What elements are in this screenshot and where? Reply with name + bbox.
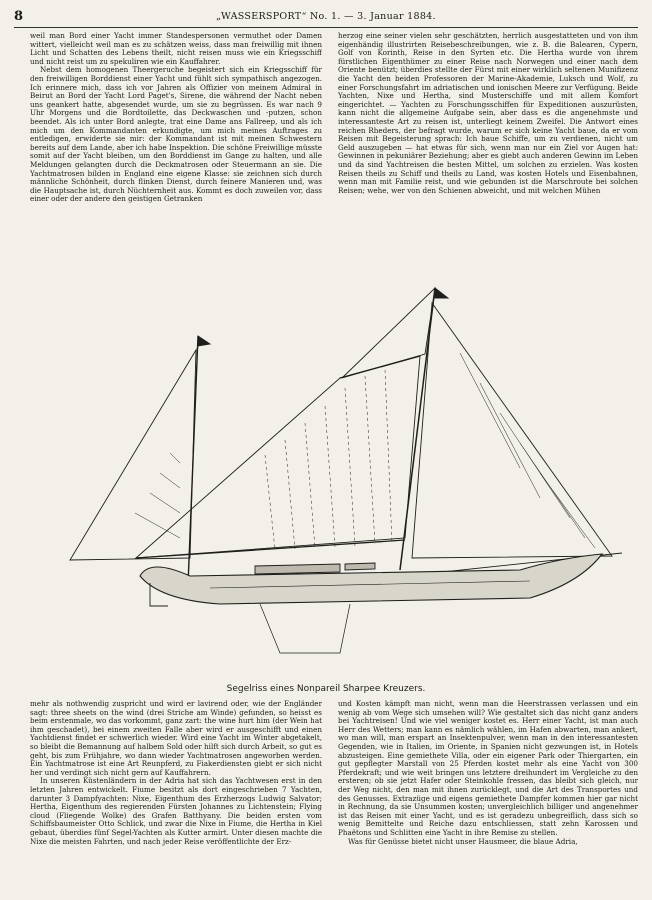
main-topsail: [342, 288, 435, 378]
page-header: [0, 9, 652, 27]
paragraph: herzog eine seiner vielen sehr geschätzten, herrlich ausgestatteten und von ihm eigenhändig illustrirten Reisebeschreibungen, wie z. B. die Balearen, Cypern, Golf von Korinth, Reise in den Syrten etc. Die Hertha wurde von ihrem fürstlichen Eigenthümer zu einer Reise nach Norwegen und einer nach dem Oriente benützt; überdies stellte der Fürst mit einer wirklich seltenen Munifizenz die Yacht den beiden Professoren der Marine-Akademie, Luksch und Wolf, zu einer Forschungsfahrt im adriatischen und ionischen Meere zur Verfügung. Beide Yachten, Nixe und Hertha, sind Musterschiffe und mit allem Komfort eingerichtet. — Yachten zu Forschungsschiffen für Expeditionen auszurüsten, kann nicht die allgemeine Aufgabe sein, aber dass es die angenehmste und interessanteste Art zu reisen ist, unterliegt keinem Zweifel. Die Antwort eines reichen Rheders, der befragt wurde, warum er sich keine Yacht baue, da er vom Reisen mit Begeisterung sprach: Ich baue Schiffe, um zu verdienen, nicht um Geld auszugeben — hat etwas für sich, wenn man nur ein Ziel vor Augen hat: Gewinnen in pekuniärer Beziehung; aber es giebt auch anderen Gewinn im Leben und da sind Yachtreisen die besten Mittel, um solchen zu erzielen. Was kosten Reisen theils zu Schiff und theils zu Land, was kosten Hotels und Eisenbahnen, wenn man mit Familie reist, und wie gebunden ist die Marschroute bei solchen Reisen; wehe, wer von den Schienen abweicht, und mit welchen Mühen: [338, 32, 638, 195]
header-rule: [14, 27, 638, 28]
hull: [140, 554, 602, 604]
mizzen-pennant: [198, 336, 210, 346]
main-pennant: [435, 288, 448, 298]
mainsail: [136, 356, 420, 558]
column-bottom-left: [30, 700, 322, 896]
main-boom: [136, 540, 405, 558]
running-title: „WASSERSPORT“ No. 1. — 3. Januar 1884.: [216, 11, 436, 22]
column-top-left: [30, 32, 322, 240]
mizzen-sail: [70, 350, 196, 560]
paragraph: In unseren Küstenländern in der Adria hat sich das Yachtwesen erst in den letzten Jahren entwickelt. Fiume besitzt als dort eingeschrieben 7 Yachten, darunter 3 Dampfyachten: Nixe, Eigenthum des Erzherzogs Ludwig Salvator; Hertha, Eigenthum des regierenden Fürsten Johannes zu Lichtenstein; Flying cloud (Fliegende Wolke) des Grafen Batthyany. Die beiden ersten vom Schiffsbaumeister Otto Schlick, und zwar die Nixe in Fiume, die Hertha in Kiel gebaut, überdies fünf Segel-Yachten als Kutter armirt. Unter diesen machte die Nixe die meisten Fahrten, und nach jeder Reise veröffentlichte der Erz-: [30, 776, 322, 846]
illustration-caption: Segelriss eines Nonpareil Sharpee Kreuzers.: [226, 684, 426, 694]
centreboard: [260, 604, 350, 653]
deck-house: [255, 564, 340, 574]
paragraph: mehr als nothwendig zuspricht und wird er lavirend oder, wie der Engländer sagt: three sheets on the wind (drei Striche am Winde) gefunden, so heisst es beim erstenmale, wo das vorkommt, ganz zart: the wine hurt him (der Wein hat ihm geschadet), bei einem zweiten Falle aber wird er ausgeschifft und einen Yachtdienst findet er schwerlich wieder. Wird eine Yacht im Winter abgetakelt, so bleibt die Bemannung auf halbem Sold oder hilft sich durch Arbeit, so gut es geht, bis zum Frühjahre, wo dann wieder Yachtmatrosen angeworben werden. Ein Yachtmatrose ist eine Art Reunpferd, zu Fiakerdiensten giebt er sich nicht her und verdingt sich nicht gern auf Kauffahrern.: [30, 700, 322, 777]
paragraph: Was für Genüsse bietet nicht unser Hausmeer, die blaue Adria,: [348, 836, 578, 846]
column-bottom-right: [338, 700, 638, 896]
paragraph: weil man Bord einer Yacht immer Standespersonen vermuthet oder Damen wittert, vielleicht weil man es zu schätzen weiss, dass man freiwillig mit ihnen Licht und Schatten des Lebens theilt, nicht reisen muss wie ein Kriegsschiff und nicht reist um zu spekuliren wie ein Kauffahrer.: [30, 32, 322, 66]
column-top-right: [338, 32, 638, 259]
page-number: 8: [14, 9, 24, 24]
paragraph: und Kosten kämpft man nicht, wenn man die Heerstrassen verlassen und ein wenig ab vom Wege sich umsehen will? Wie gestaltet sich das nicht ganz anders bei Yachtreisen! Und wie viel weniger kostet es. Herr einer Yacht, ist man auch Herr des Wetters; man kann es nämlich wählen, im Hafen abwarten, man ankert, wo man will, man erspart an Insektenpulver, wenn man in den interessantesten Gegenden, wie in Italien, im Oriente, in Spanien nicht gezwungen ist, in Hotels abzusteigen. Eine gemiethete Villa, oder ein eigener Park oder Thiergarten, ein gut gepflegter Marstall von 25 Pferden kostet mehr als eine Yacht von 300 Pferdekraft; und wie weit bringen uns letztere dreihundert im Vergleiche zu den ersteren; ob sie jetzt Hafer oder Steinkohle fressen, das bleibt sich gleich, nur der Weg nicht, den man mit ihnen zurücklegt, und die Art des Transportes und des Genusses. Extrazüge und eigens gemiethete Dampfer kommen hier gar nicht in Rechnung, da sie Unsummen kosten; unvergleichlich billiger und angenehmer ist das Reisen mit einer Yacht, und es ist geradezu unbegreiflich, dass sich so wenig Bemittelte und Reiche dazu entschliessen, statt zehn Karossen und Phaëtons und Schlitten eine Yacht in ihre Remise zu stellen.: [338, 700, 638, 837]
jib: [412, 303, 612, 558]
paragraph: Nebst dem homogenen Theergeruche begeistert sich ein Kriegsschiff für den freiwilligen Borddienst einer Yacht und fühlt sich sympathisch angezogen. Ich erinnere mich, dass ich vor Jahren als Offizier von meinem Admiral in Beirut an Bord der Yacht Lord Paget's, Sirene, die während der Nacht neben uns geankert hatte, abgesendet wurde, um sie zu begrüssen. Es war nach 9 Uhr Morgens und die Bordtoilette, das Deckwaschen und -putzen, schon beendet. Als ich unter Bord anlegte, trat eine Dame ans Fallreep, und als ich mich um den Kommandanten erkundigte, um mich meines Auftrages zu entledigen, erwiderte sie mir: der Kommandant ist mit meinen Schwestern bereits auf dem Lande, aber ich habe Inspektion. Die schöne Freiwillige müsste somit auf der Yacht bleiben, um den Borddienst im Gange zu halten, und alle Meldungen gelangten durch die Deckmatrosen oder Steuermann an sie. Die Yachtmatrosen bilden in England eine eigene Klasse: sie zeichnen sich durch männliche Schönheit, durch flinken Dienst, durch feinere Manieren und, was die Hauptsache ist, durch Nüchternheit aus. Kommt es doch zuweilen vor, dass einer oder der andere den geistigen Getranken: [30, 65, 322, 204]
sail-plan-illustration: [40, 258, 630, 683]
